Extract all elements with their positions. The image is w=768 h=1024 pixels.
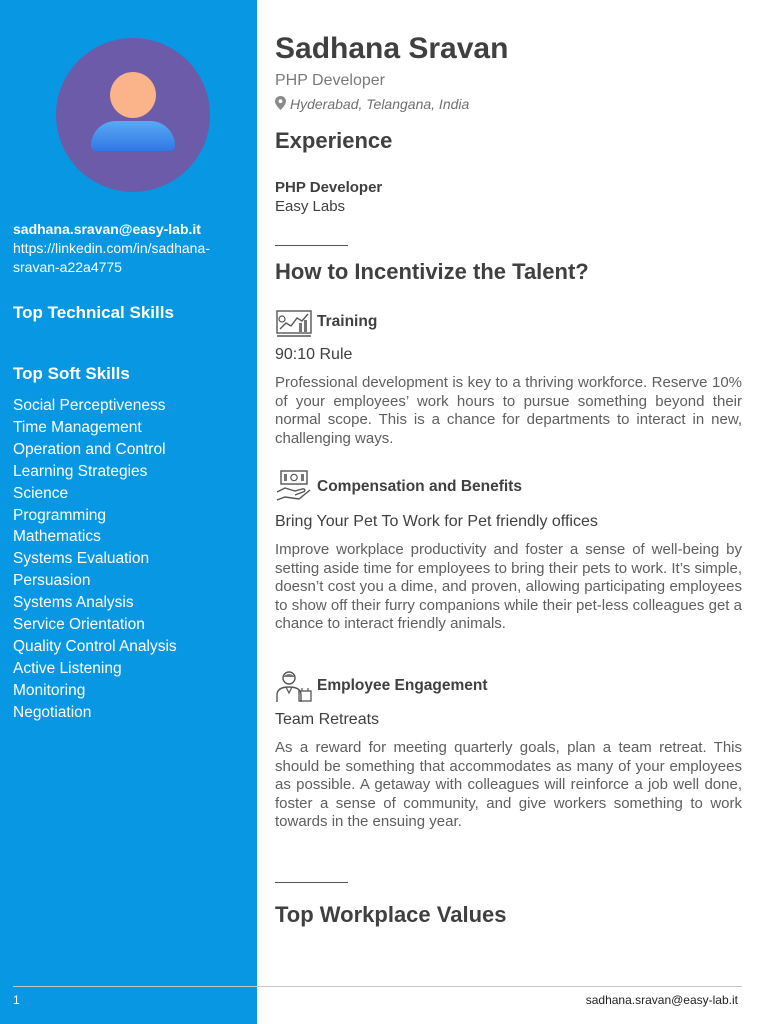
soft-skills-list: [13, 395, 177, 724]
soft-skills-heading: Top Soft Skills: [13, 364, 130, 383]
item-body: Professional development is key to a thriving workforce. Reserve 10% of your employees’ work hours to pursue something beyond their normal scope. This is a chance for departments to interact in new, challenging ways.: [275, 374, 742, 447]
footer-divider: [13, 986, 742, 987]
job-company: Easy Labs: [275, 198, 346, 215]
soft-skill-item: Negotiation: [13, 703, 92, 721]
soft-skill-item: Active Listening: [13, 659, 122, 677]
soft-skill-item: Systems Analysis: [13, 594, 134, 612]
linkedin-link[interactable]: [13, 239, 249, 277]
profile-location: [275, 96, 469, 112]
item-body: As a reward for meeting quarterly goals, plan a team retreat. This should be something that accommodates as many of your employees as possible. A getaway with colleagues will reinforce a job well done, foster a sense of community, and give workers something to work towards in the ensuing year.: [275, 739, 742, 830]
page-number: 1: [13, 993, 20, 1007]
item-subtitle: Bring Your Pet To Work for Pet friendly offices: [275, 513, 598, 530]
location-text: Hyderabad, Telangana, India: [290, 96, 470, 112]
soft-skill-item: Mathematics: [13, 528, 101, 546]
incentives-heading: How to Incentivize the Talent?: [275, 259, 589, 284]
footer-email: sadhana.sravan@easy-lab.it: [585, 993, 738, 1007]
location-pin-icon: [275, 96, 286, 110]
section-divider: [275, 882, 348, 883]
item-subtitle: Team Retreats: [275, 711, 380, 728]
soft-skill-item: Programming: [13, 506, 107, 524]
item-body: Improve workplace productivity and foster a sense of well-being by setting aside time for employees to bring their pets to work. It’s simple, doesn’t cost you a dime, and proven, allowing participating employees to show off their furry companions while their pet-less colleagues get a chance to interact friendly animals.: [275, 541, 742, 632]
soft-skill-item: Time Management: [13, 418, 142, 436]
linkedin-line-2: sravan-a22a4775: [13, 259, 122, 275]
soft-skill-item: Science: [13, 484, 69, 502]
values-heading: Top Workplace Values: [275, 902, 507, 927]
sidebar: [0, 0, 257, 1024]
job-title: PHP Developer: [275, 179, 383, 196]
item-heading: Employee Engagement: [317, 677, 488, 694]
soft-skill-item: Persuasion: [13, 572, 91, 590]
contact-email-link[interactable]: sadhana.sravan@easy-lab.it: [13, 221, 201, 237]
technical-skills-heading: Top Technical Skills: [13, 303, 174, 322]
soft-skill-item: Quality Control Analysis: [13, 637, 177, 655]
item-heading: Training: [317, 313, 378, 330]
money-hand-icon: [275, 470, 313, 504]
avatar-body: [91, 121, 175, 151]
soft-skill-item: Social Perceptiveness: [13, 397, 166, 414]
experience-heading: Experience: [275, 128, 393, 153]
section-divider: [275, 245, 348, 246]
training-chart-icon: [275, 305, 313, 339]
profile-title: PHP Developer: [275, 72, 385, 89]
item-subtitle: 90:10 Rule: [275, 346, 353, 363]
avatar: [56, 38, 210, 192]
soft-skill-item: Service Orientation: [13, 616, 145, 634]
linkedin-line-1: https://linkedin.com/in/sadhana-: [13, 240, 210, 256]
item-heading: Compensation and Benefits: [317, 478, 522, 495]
soft-skill-item: Operation and Control: [13, 440, 166, 458]
incentive-item-compensation: [275, 470, 522, 504]
avatar-head: [110, 72, 156, 118]
incentive-item-engagement: [275, 669, 488, 703]
soft-skill-item: Systems Evaluation: [13, 550, 150, 568]
incentive-item-training: [275, 305, 377, 339]
employee-person-icon: [275, 669, 313, 703]
contact-info: [13, 220, 249, 277]
soft-skill-item: Learning Strategies: [13, 462, 148, 480]
profile-name: Sadhana Sravan: [275, 32, 509, 65]
soft-skill-item: Monitoring: [13, 681, 86, 699]
